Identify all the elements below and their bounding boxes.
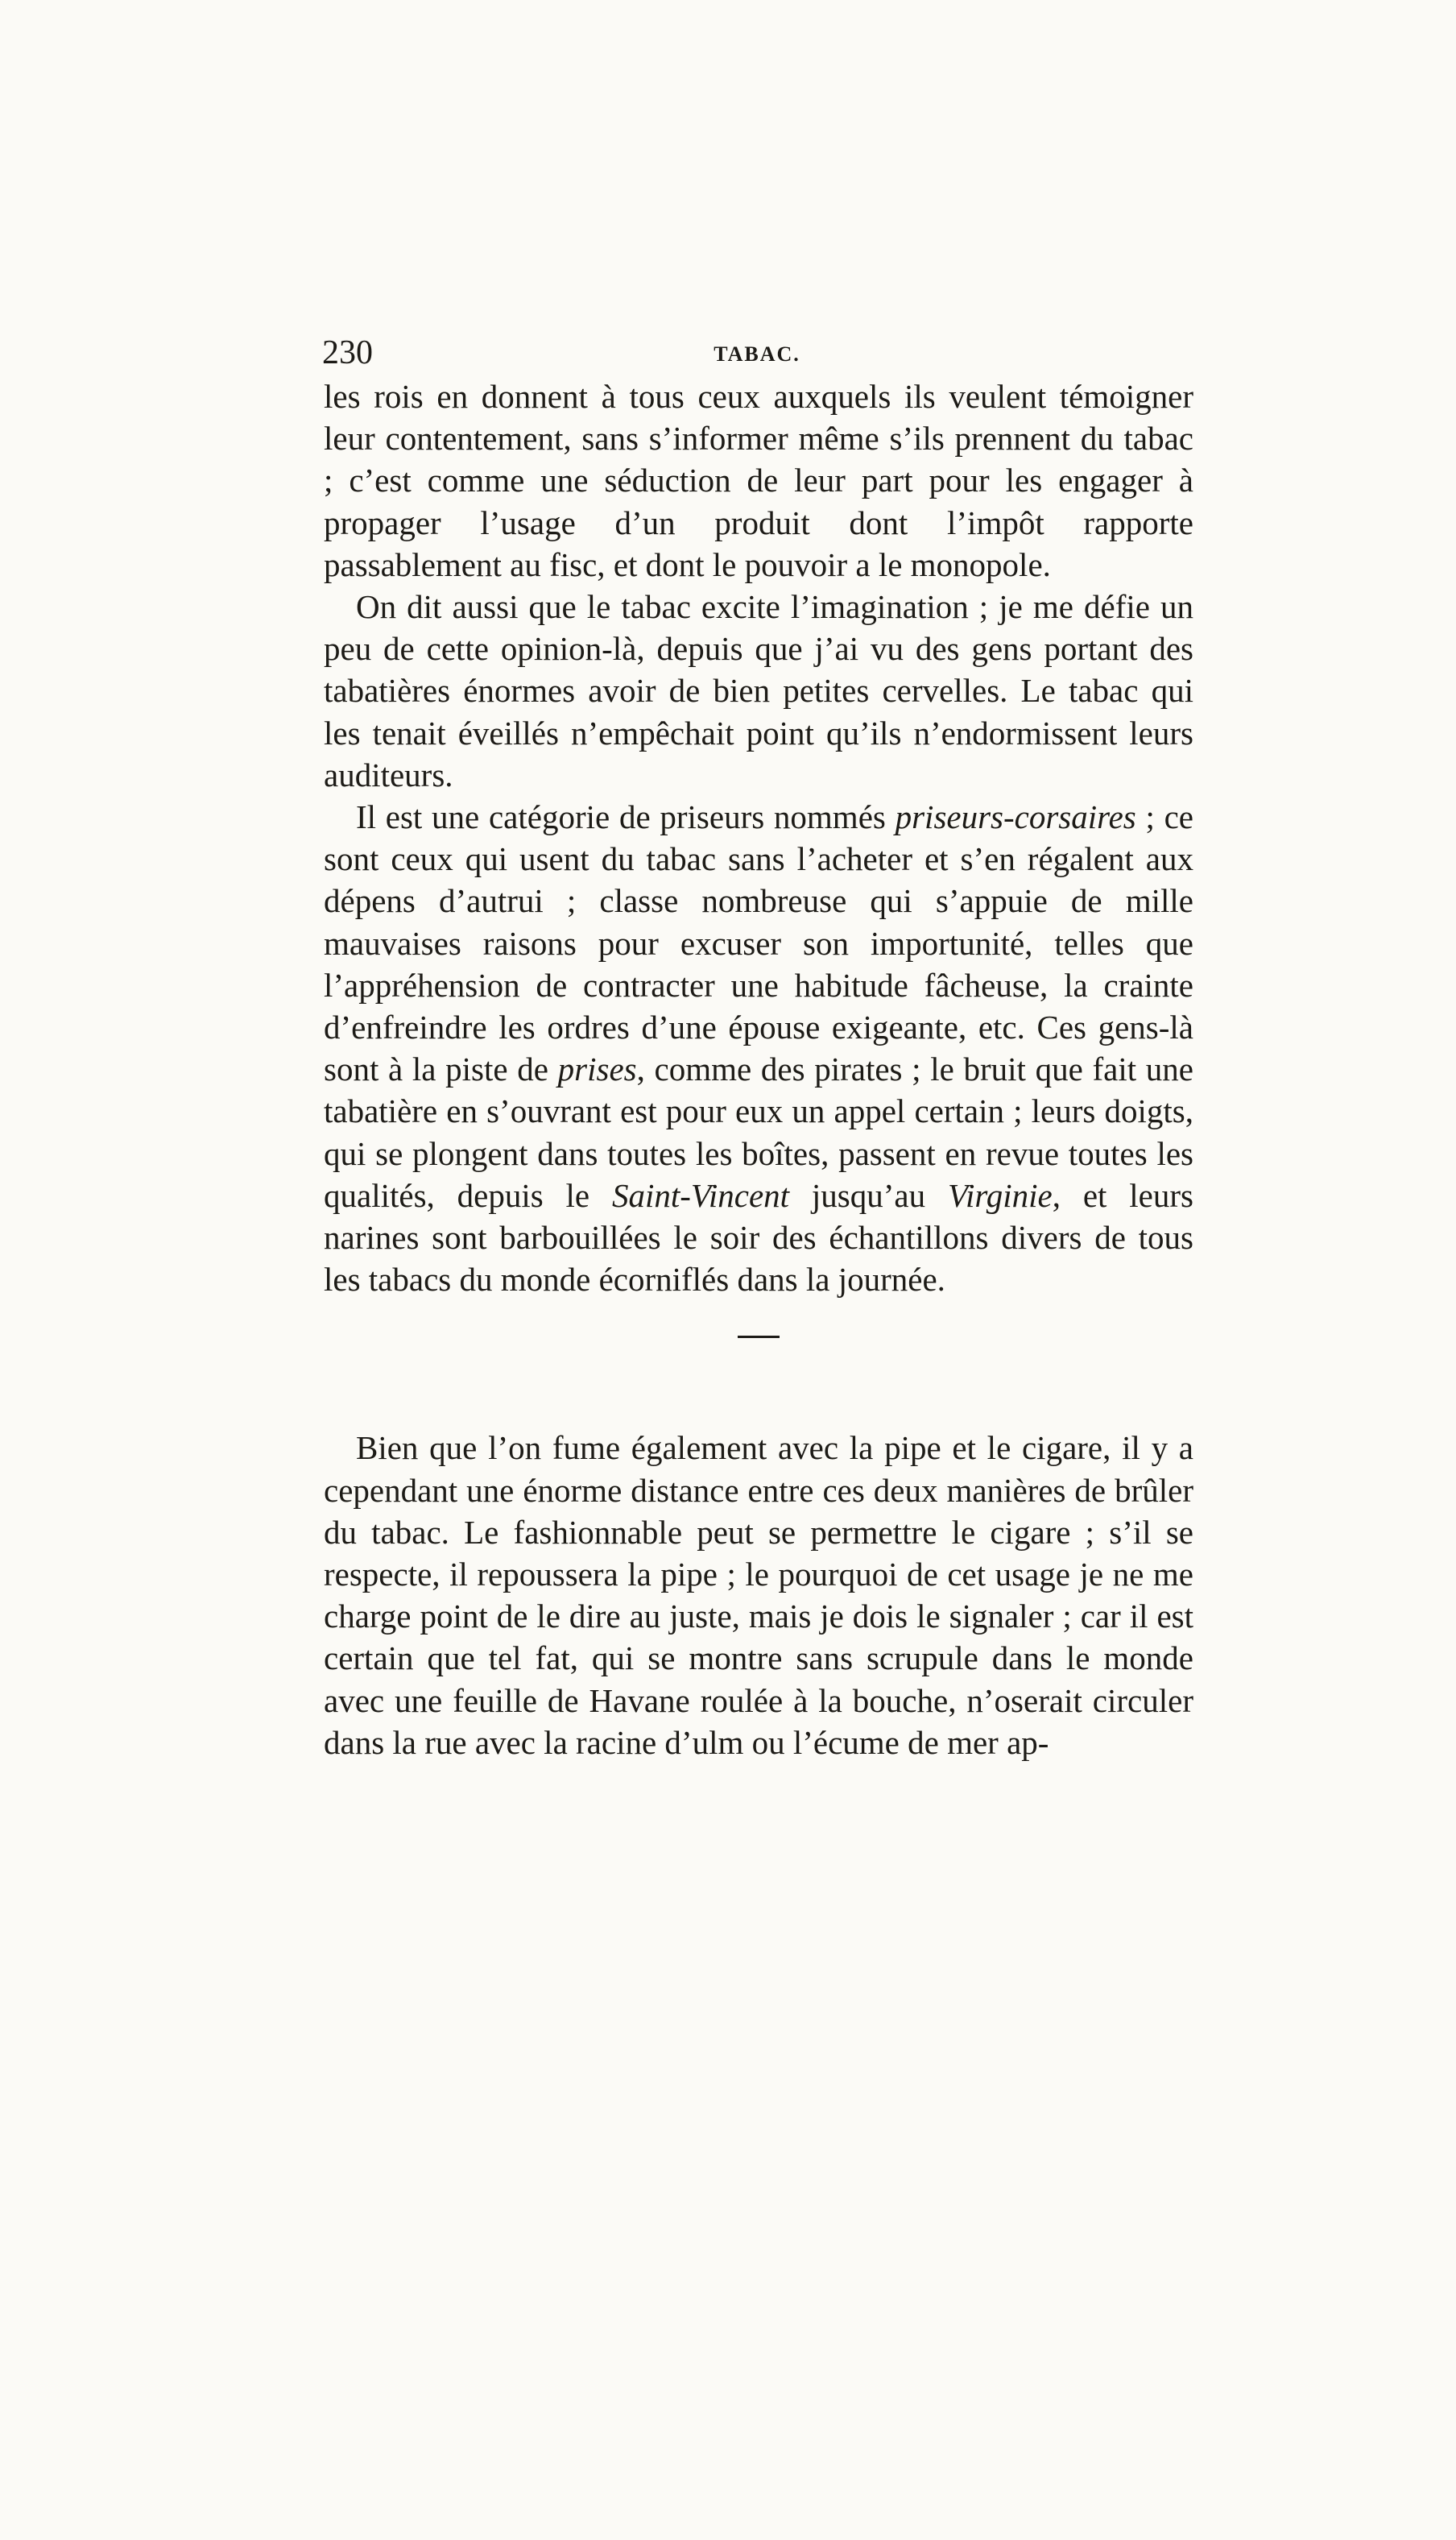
paragraph-3-text: , et leurs narines sont barbouillées le soir des échantillons divers de tous les tabacs du monde écorniflés dans la journée. (324, 1176, 1193, 1299)
running-title: TABAC. (714, 342, 800, 366)
paragraph-2: On dit aussi que le tabac excite l’imagination ; je me défie un peu de cette opinion-là, depuis que j’ai vu des gens portant des tabatières énormes avoir de bien petites cervelles. Le tabac qui les tenait éveillés n’empêchait point qu’ils n’endormissent leurs auditeurs. (324, 588, 1193, 793)
paragraph-3-text: ; ce sont ceux qui usent du tabac sans l’acheter et s’en régalent aux dépens d’autrui ; classe nombreuse qui s’appuie de mille mauvaises raisons pour excuser son importunité, telles que l’appréhension de contracter une habitude fâcheuse, la crainte d’enfreindre les ordres d’une épouse exigeante, etc. Ces gens-là sont à la piste de (324, 798, 1194, 1088)
section-divider (738, 1336, 780, 1338)
paragraph-3-text: Il est une catégorie de priseurs nommés (356, 798, 896, 836)
page-number: 230 (322, 334, 373, 371)
italic-term-virginie: Virginie (947, 1176, 1053, 1214)
paragraph-1: les rois en donnent à tous ceux auxquels ils veulent témoigner leur contentement, sans s’informer même s’ils prennent du tabac ; c’est comme une séduction de leur part pour les engager à propager l’usage d’un produit dont l’impôt rapporte passablement au fisc, et dont le pouvoir a le monopole. (324, 378, 1193, 583)
paragraph-3-text: , comme des pirates ; le bruit que fait une tabatière en s’ouvrant est pour eux un appel certain ; leurs doigts, qui se plongent dans toutes les boîtes, passent en revue toutes les qualités, depuis le (324, 1050, 1193, 1214)
italic-term-priseurs-corsaires: priseurs-corsaires (895, 798, 1136, 836)
paragraph-4: Bien que l’on fume également avec la pipe et le cigare, il y a cependant une énorme distance entre ces deux manières de brûler du tabac. Le fashionnable peut se permettre le cigare ; s’il se respecte, il repoussera la pipe ; le pourquoi de cet usage je ne me charge point de le dire au juste, mais je dois le signaler ; car il est certain que tel fat, qui se montre sans scrupule dans le monde avec une feuille de Havane roulée à la bouche, n’oserait circuler dans la rue avec la racine d’ulm ou l’écume de mer ap- (324, 1429, 1193, 1761)
italic-term-prises: prises (557, 1050, 637, 1088)
paragraph-3-text: jusqu’au (789, 1176, 948, 1214)
italic-term-saint-vincent: Saint-Vincent (611, 1176, 790, 1214)
page-header (322, 329, 1192, 377)
body-text (324, 375, 1193, 1763)
paragraph-3 (324, 796, 1193, 1300)
